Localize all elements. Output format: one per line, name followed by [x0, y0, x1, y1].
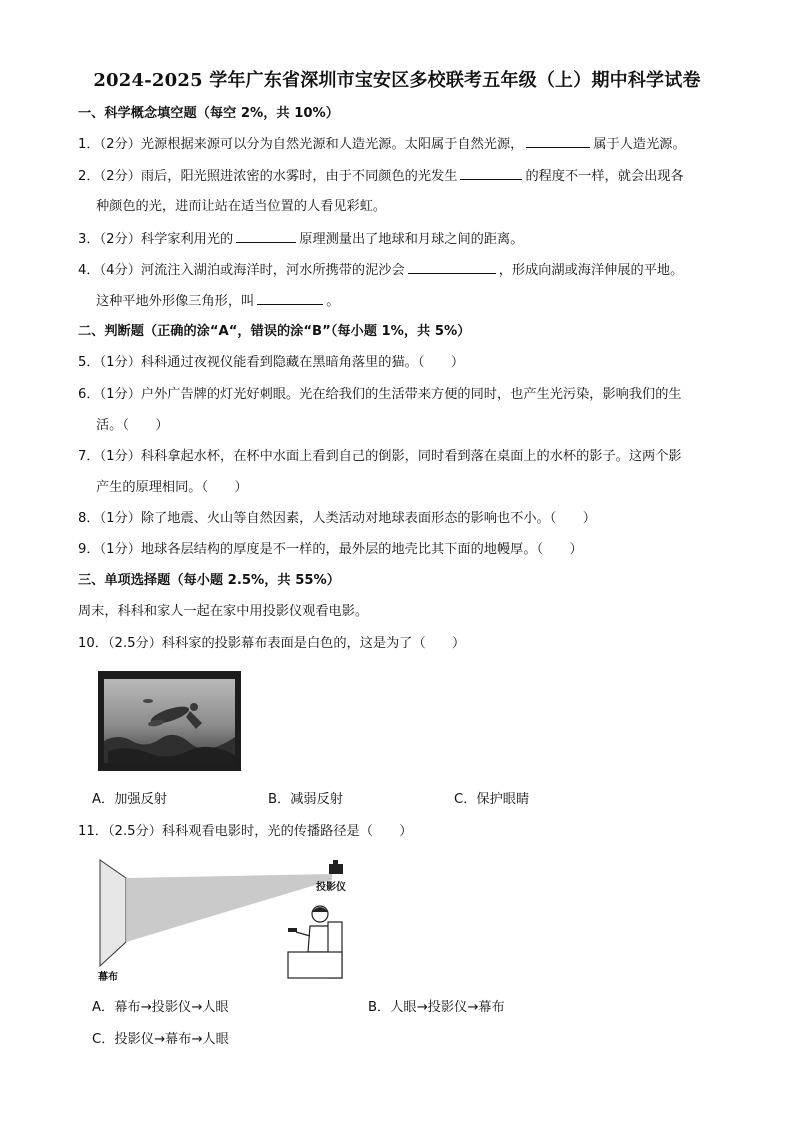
- answer-blank[interactable]: [236, 229, 296, 243]
- question-4: [78, 260, 683, 281]
- answer-blank[interactable]: [408, 260, 496, 274]
- answer-blank[interactable]: [526, 134, 590, 148]
- projector-label: 投影仪: [316, 882, 346, 893]
- question-1-text-b: 属于人造光源。: [593, 137, 686, 152]
- question-2-text-a: 2．（2分）雨后，阳光照进浓密的水雾时，由于不同颜色的光发生: [78, 169, 458, 184]
- question-1: [78, 134, 686, 155]
- question-8: 8．（1分）除了地震、火山等自然因素，人类活动对地球表面形态的影响也不小。（ ）: [78, 511, 596, 526]
- answer-blank[interactable]: [460, 166, 522, 180]
- question-2-continued: 种颜色的光，进而让站在适当位置的人看见彩虹。: [96, 199, 387, 214]
- q11-option-a[interactable]: A．幕布→投影仪→人眼: [92, 1000, 229, 1015]
- question-4-text-a: 4．（4分）河流注入湖泊或海洋时，河水所携带的泥沙会: [78, 263, 405, 278]
- section-true-false-heading: 二、判断题（正确的涂“A“，错误的涂“B”（每小题 1%，共 5%）: [78, 324, 471, 339]
- screen-label: 幕布: [98, 972, 118, 983]
- question-11-stem: 11．（2.5分）科科观看电影时，光的传播路径是（ ）: [78, 824, 413, 839]
- question-4-text-b: ，形成向湖或海洋伸展的平地。: [498, 263, 684, 278]
- question-1-text-a: 1．（2分）光源根据来源可以分为自然光源和人造光源。太阳属于自然光源，: [78, 137, 524, 152]
- page-title: 2024-2025 学年广东省深圳市宝安区多校联考五年级（上）期中科学试卷: [93, 70, 701, 91]
- q10-option-a[interactable]: A．加强反射: [92, 792, 167, 807]
- q10-option-b[interactable]: B．减弱反射: [268, 792, 343, 807]
- question-4-text-d: 。: [326, 294, 340, 309]
- question-7: 7．（1分）科科拿起水杯，在杯中水面上看到自己的倒影，同时看到落在桌面上的水杯的影子。这两个影: [78, 449, 682, 464]
- section-fill-blank-heading: 一、科学概念填空题（每空 2%，共 10%）: [78, 106, 339, 121]
- scenario-intro: 周末，科科和家人一起在家中用投影仪观看电影。: [78, 604, 369, 619]
- projection-diagram: [96, 856, 366, 988]
- answer-blank[interactable]: [257, 291, 323, 305]
- question-3: [78, 229, 523, 250]
- question-9: 9．（1分）地球各层结构的厚度是不一样的，最外层的地壳比其下面的地幔厚。（ ）: [78, 542, 583, 557]
- question-6: 6．（1分）户外广告牌的灯光好刺眼。光在给我们的生活带来方便的同时，也产生光污染，影响我们的生: [78, 387, 682, 402]
- question-4-continued: [96, 291, 339, 312]
- question-3-text-a: 3．（2分）科学家利用光的: [78, 232, 234, 247]
- projection-screen-photo: [98, 671, 241, 771]
- question-5: 5．（1分）科科通过夜视仪能看到隐藏在黑暗角落里的猫。（ ）: [78, 355, 465, 370]
- question-7-continued: 产生的原理相同。（ ）: [96, 480, 248, 495]
- question-6-continued: 活。（ ）: [96, 418, 169, 433]
- q11-option-c[interactable]: C．投影仪→幕布→人眼: [92, 1032, 229, 1047]
- q10-option-c[interactable]: C．保护眼睛: [454, 792, 530, 807]
- section-multiple-choice-heading: 三、单项选择题（每小题 2.5%，共 55%）: [78, 573, 340, 588]
- question-2: [78, 166, 684, 187]
- question-2-text-b: 的程度不一样，就会出现各: [525, 169, 684, 184]
- question-4-text-c: 这种平地外形像三角形，叫: [96, 294, 255, 309]
- question-10-stem: 10．（2.5分）科科家的投影幕布表面是白色的，这是为了（ ）: [78, 636, 466, 651]
- question-3-text-b: 原理测量出了地球和月球之间的距离。: [299, 232, 524, 247]
- q11-option-b[interactable]: B．人眼→投影仪→幕布: [368, 1000, 505, 1015]
